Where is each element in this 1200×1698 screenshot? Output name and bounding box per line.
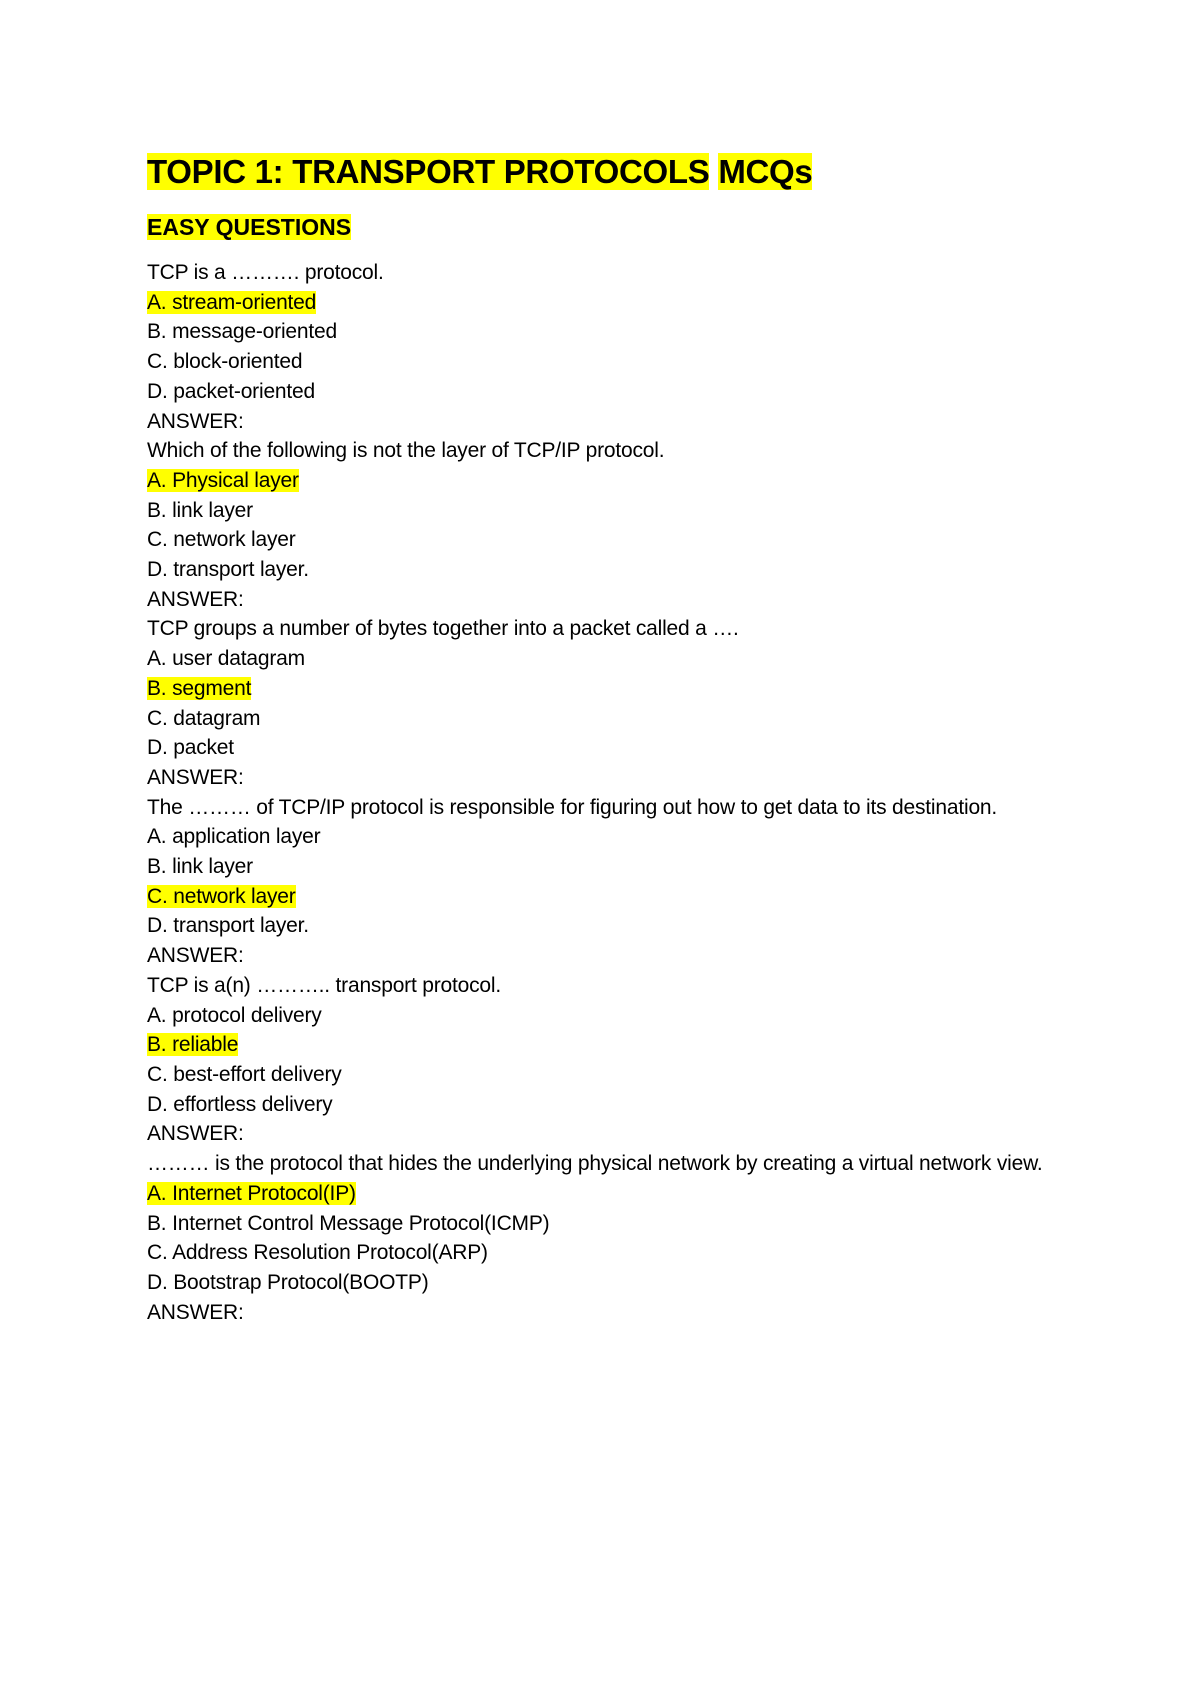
question-list: [147, 258, 1047, 1327]
answer-label: ANSWER:: [147, 1300, 244, 1324]
answer-option: [147, 466, 1047, 496]
answer-option: [147, 525, 1047, 555]
option-text: D. transport layer.: [147, 914, 309, 938]
answer-option: [147, 1268, 1047, 1298]
answer-option: [147, 822, 1047, 852]
option-text: B. message-oriented: [147, 320, 337, 344]
question-text: TCP groups a number of bytes together into a packet called a ….: [147, 617, 739, 641]
correct-option-text: C. network layer: [147, 884, 296, 908]
section-heading-text: EASY QUESTIONS: [147, 214, 352, 240]
answer-option: [147, 1030, 1047, 1060]
page-title: [147, 150, 1047, 194]
option-text: C. block-oriented: [147, 350, 303, 374]
option-text: B. Internet Control Message Protocol(ICMP): [147, 1211, 550, 1235]
answer-option: [147, 1060, 1047, 1090]
answer-option: [147, 317, 1047, 347]
correct-option-text: A. Internet Protocol(IP): [147, 1181, 356, 1205]
answer-option: [147, 852, 1047, 882]
answer-label: ANSWER:: [147, 944, 244, 968]
option-text: C. best-effort delivery: [147, 1062, 342, 1086]
question-block: [147, 436, 1047, 614]
answer-option: [147, 555, 1047, 585]
option-text: A. application layer: [147, 825, 321, 849]
question-text: ……… is the protocol that hides the underlying physical network by creating a virtual network view.: [147, 1152, 1043, 1176]
answer-option: [147, 704, 1047, 734]
answer-option: [147, 288, 1047, 318]
question-block: [147, 258, 1047, 436]
title-main: TOPIC 1: TRANSPORT PROTOCOLS: [147, 153, 710, 190]
answer-option: [147, 733, 1047, 763]
answer-label: ANSWER:: [147, 409, 244, 433]
question-block: [147, 1149, 1047, 1327]
correct-option-text: A. stream-oriented: [147, 290, 317, 314]
answer-label: ANSWER:: [147, 765, 244, 789]
title-suffix: MCQs: [718, 153, 813, 190]
option-text: B. link layer: [147, 498, 253, 522]
answer-option: [147, 347, 1047, 377]
question-text: Which of the following is not the layer of TCP/IP protocol.: [147, 439, 665, 463]
answer-option: [147, 882, 1047, 912]
answer-label: ANSWER:: [147, 1122, 244, 1146]
answer-option: [147, 1209, 1047, 1239]
option-text: D. transport layer.: [147, 558, 309, 582]
section-heading: [147, 210, 1047, 244]
answer-option: [147, 1238, 1047, 1268]
question-block: [147, 971, 1047, 1149]
document-page: [147, 150, 1047, 1327]
answer-option: [147, 377, 1047, 407]
option-text: A. protocol delivery: [147, 1003, 322, 1027]
answer-option: [147, 496, 1047, 526]
option-text: D. packet-oriented: [147, 379, 315, 403]
question-block: [147, 614, 1047, 792]
option-text: C. network layer: [147, 528, 296, 552]
answer-option: [147, 911, 1047, 941]
answer-option: [147, 674, 1047, 704]
option-text: B. link layer: [147, 855, 253, 879]
answer-option: [147, 1001, 1047, 1031]
option-text: A. user datagram: [147, 647, 305, 671]
answer-option: [147, 1090, 1047, 1120]
option-text: C. Address Resolution Protocol(ARP): [147, 1241, 488, 1265]
answer-option: [147, 644, 1047, 674]
option-text: D. Bootstrap Protocol(BOOTP): [147, 1270, 429, 1294]
question-block: [147, 793, 1047, 971]
question-text: The ……… of TCP/IP protocol is responsible for figuring out how to get data to its destination.: [147, 795, 998, 819]
option-text: D. packet: [147, 736, 234, 760]
option-text: C. datagram: [147, 706, 261, 730]
answer-label: ANSWER:: [147, 587, 244, 611]
correct-option-text: B. segment: [147, 676, 252, 700]
correct-option-text: B. reliable: [147, 1033, 239, 1057]
question-text: TCP is a(n) ……….. transport protocol.: [147, 973, 501, 997]
answer-option: [147, 1179, 1047, 1209]
correct-option-text: A. Physical layer: [147, 468, 299, 492]
option-text: D. effortless delivery: [147, 1092, 333, 1116]
question-text: TCP is a ………. protocol.: [147, 261, 384, 284]
